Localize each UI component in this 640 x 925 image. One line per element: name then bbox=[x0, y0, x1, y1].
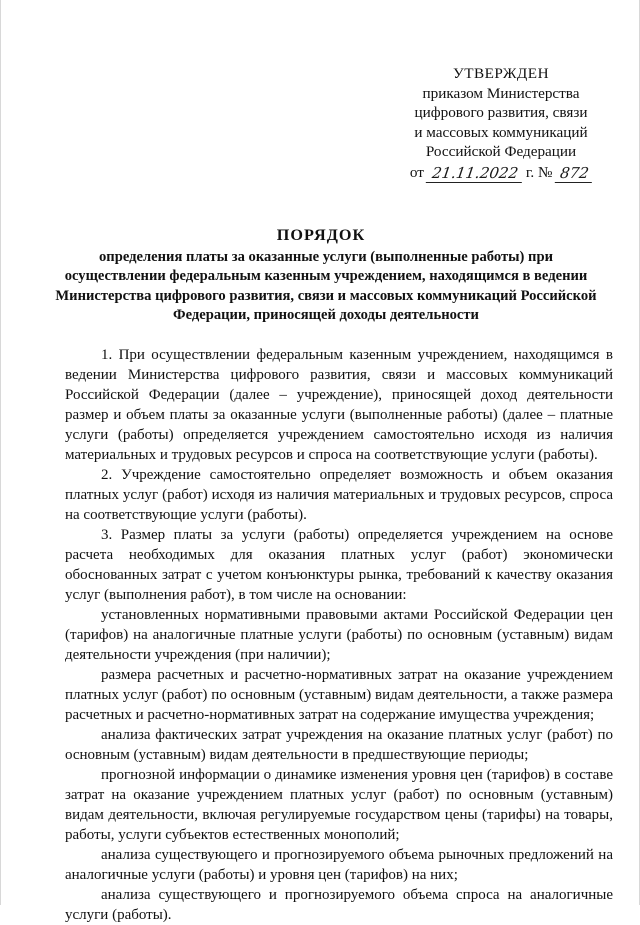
handwritten-order-number: 872 bbox=[554, 165, 593, 183]
list-item-5: анализа существующего и прогнозируемого объема рыночных предложений на аналогичные услуги (работы) и уровня цен (тарифов) на них; bbox=[65, 847, 613, 883]
document-title: ПОРЯДОК bbox=[276, 226, 366, 244]
list-item-2: размера расчетных и расчетно-нормативных затрат на оказание учреждением платных услуг (работ) по основным (уставным) видам деятельности, а также размера расчетных и расчетно-нормативных затрат на содержание имущества учреждения; bbox=[65, 667, 613, 723]
list-item-4: прогнозной информации о динамике изменения уровня цен (тарифов) в составе затрат на оказание учреждением платных услуг (работ) по основным (уставным) видам деятельности, включая регулируемые государством цены (тарифы) на товары, работы, услуги субъектов естественных монополий; bbox=[65, 767, 613, 843]
list-item-1: установленных нормативными правовыми актами Российской Федерации цен (тарифов) на аналогичные платные услуги (работы) по основным (уставным) видам деятельности учреждения (при наличии); bbox=[65, 607, 613, 663]
year-number-label: г. № bbox=[525, 163, 553, 181]
paragraph-2: 2. Учреждение самостоятельно определяет возможность и объем оказания платных услуг (работ) исходя из наличия материальных и трудовых ресурсов, спроса на соответствующие услуги (работы). bbox=[65, 467, 613, 523]
approval-block bbox=[389, 64, 613, 183]
paragraph-1: 1. При осуществлении федеральным казенным учреждением, находящимся в ведении Министерства цифрового развития, связи и массовых коммуникаций Российской Федерации (далее – учреждение), приносящей доход деятельности размер и объем платы за оказанные услуги (выполненные работы) (далее – платные услуги (работы) определяется учреждением самостоятельно исходя из наличия материальных и трудовых ресурсов и спроса на соответствующие услуги (работы). bbox=[65, 347, 613, 463]
list-item-3: анализа фактических затрат учреждения на оказание платных услуг (работ) по основным (уставным) видам деятельности в предшествующие периоды; bbox=[65, 727, 613, 763]
paragraph-3: 3. Размер платы за услуги (работы) определяется учреждением на основе расчета необходимых для оказания платных услуг (работ) экономически обоснованных затрат с учетом конъюнктуры рынка, требований к качеству оказания услуг (выполнения работ), в том числе на основании: bbox=[65, 527, 613, 603]
handwritten-date: 21.11.2022 bbox=[426, 165, 525, 183]
approval-title: УТВЕРЖДЕН bbox=[452, 65, 550, 82]
approval-line-3: и массовых коммуникаций bbox=[414, 123, 588, 141]
approval-line-1: приказом Министерства bbox=[422, 84, 580, 102]
document-body bbox=[65, 345, 613, 925]
order-date-line bbox=[389, 163, 613, 183]
document-subtitle: определения платы за оказанные услуги (выполненные работы) при осуществлении федеральным казенным учреждением, находящимся в ведении Министерства цифрового развития, связи и массовых коммуникаций Российской Федерации, приносящей доходы деятельности bbox=[55, 249, 597, 324]
list-item-6: анализа существующего и прогнозируемого объема спроса на аналогичные услуги (работы). bbox=[65, 887, 613, 923]
approval-line-2: цифрового развития, связи bbox=[414, 104, 588, 122]
approval-line-4: Российской Федерации bbox=[425, 143, 577, 161]
date-prefix: от bbox=[409, 163, 424, 181]
